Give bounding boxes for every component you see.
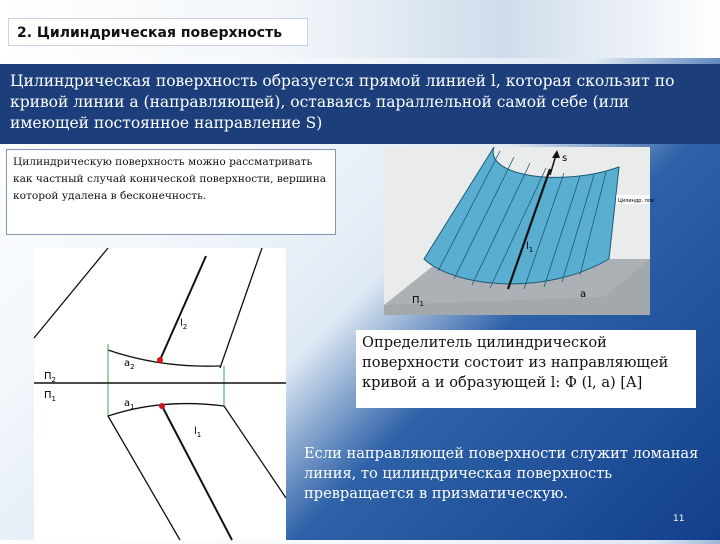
point-a2 [157,357,163,363]
page-number: 11 [673,514,685,524]
projection-diagram [34,248,286,540]
label-a2: $a_2$ [124,358,135,371]
label-s: s [562,153,568,164]
note-text: Цилиндрическую поверхность можно рассматривать как частный случай конической поверхности, вершина которой удалена в бесконечность. [6,149,336,235]
right-generatrix-bottom [224,406,286,498]
label-pi1: $П_1$ [412,295,424,308]
cylindrical-surface-figure [384,147,654,315]
label-a: a [580,289,587,300]
figure-caption-fragment: Цилиндр. пов [618,198,654,204]
prism-text: Если направляющей поверхности служит ломаная линия, то цилиндрическая поверхность превращается в призматическую. [304,445,699,502]
left-generatrix-bottom [108,416,180,540]
line-l1 [162,406,232,540]
slide-title: 2. Цилиндрическая поверхность [8,18,308,46]
cylinder-surface [424,147,619,284]
label-pi1: $П_1$ [44,390,56,403]
label-l1: $l_1$ [526,241,534,254]
determinant-text: Определитель цилиндрической поверхности состоит из направляющей кривой a и образующей l: Ф (l, a) [A] [356,330,696,408]
right-generatrix-top [220,248,262,368]
point-a1 [159,403,165,409]
left-generatrix-top [34,248,108,338]
label-l1-projection: $l_1$ [194,426,202,439]
label-a1: $a_1$ [124,398,135,411]
line-l2 [160,256,206,360]
label-pi2: $П_2$ [44,371,56,384]
definition-text: Цилиндрическая поверхность образуется прямой линией l, которая скользит по кривой линии a (направляющей), оставаясь параллельной самой себе (или имеющей постоянное направление S) [0,64,720,144]
label-l2: $l_2$ [180,318,188,331]
